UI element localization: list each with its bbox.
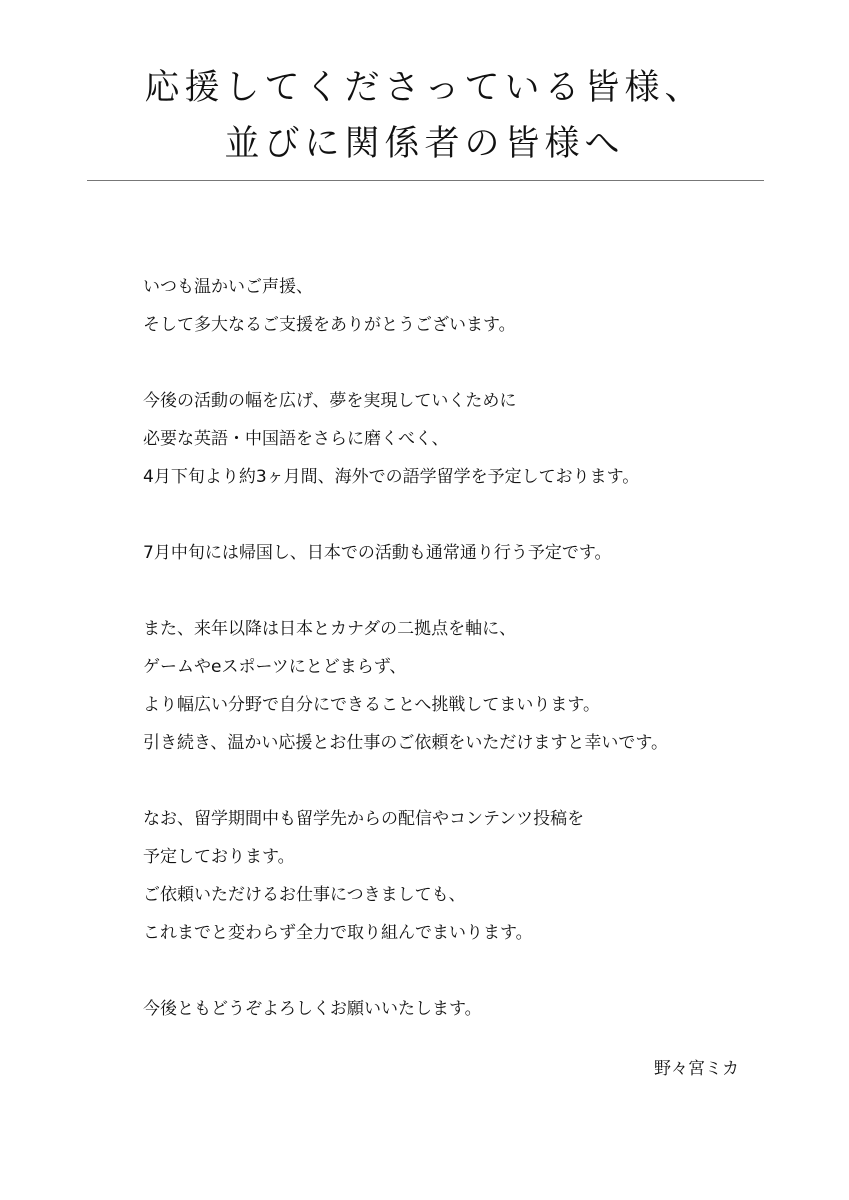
title-line-1: 応援してくださっている皆様、 <box>144 68 705 108</box>
paragraph-study-abroad <box>143 382 783 496</box>
body-line: 今後ともどうぞよろしくお願いいたします。 <box>143 999 482 1019</box>
body-line: 予定しております。 <box>143 847 295 867</box>
body-line: そして多大なるご支援をありがとうございます。 <box>143 315 516 335</box>
body-line: いつも温かいご声援、 <box>143 277 313 297</box>
paragraph-activities <box>143 800 783 952</box>
body-line: 今後の活動の幅を広げ、夢を実現していくために <box>143 391 517 411</box>
paragraph-return <box>143 534 783 572</box>
body-line: 4月下旬より約3ヶ月間、海外での語学留学を予定しております。 <box>143 467 640 487</box>
body-line: ゲームやeスポーツにとどまらず、 <box>143 657 407 677</box>
title-divider <box>87 180 764 181</box>
body-line: また、来年以降は日本とカナダの二拠点を軸に、 <box>143 619 517 639</box>
paragraph-future <box>143 610 783 762</box>
body-line: 引き続き、温かい応援とお仕事のご依頼をいただけますと幸いです。 <box>143 733 668 753</box>
paragraph-closing <box>143 990 783 1028</box>
letter-title <box>0 60 849 172</box>
body-line: なお、留学期間中も留学先からの配信やコンテンツ投稿を <box>143 809 585 829</box>
body-line: より幅広い分野で自分にできることへ挑戦してまいります。 <box>143 695 600 715</box>
body-line: これまでと変わらず全力で取り組んでまいります。 <box>143 923 533 943</box>
paragraph-greeting <box>143 268 783 344</box>
body-line: ご依頼いただけるお仕事につきましても、 <box>143 885 466 905</box>
body-line: 必要な英語・中国語をさらに磨くべく、 <box>143 429 449 449</box>
body-line: 7月中旬には帰国し、日本での活動も通常通り行う予定です。 <box>143 543 612 563</box>
signature: 野々宮ミカ <box>654 1059 739 1079</box>
title-line-2: 並びに関係者の皆様へ <box>224 124 625 164</box>
letter-body <box>143 268 783 1028</box>
